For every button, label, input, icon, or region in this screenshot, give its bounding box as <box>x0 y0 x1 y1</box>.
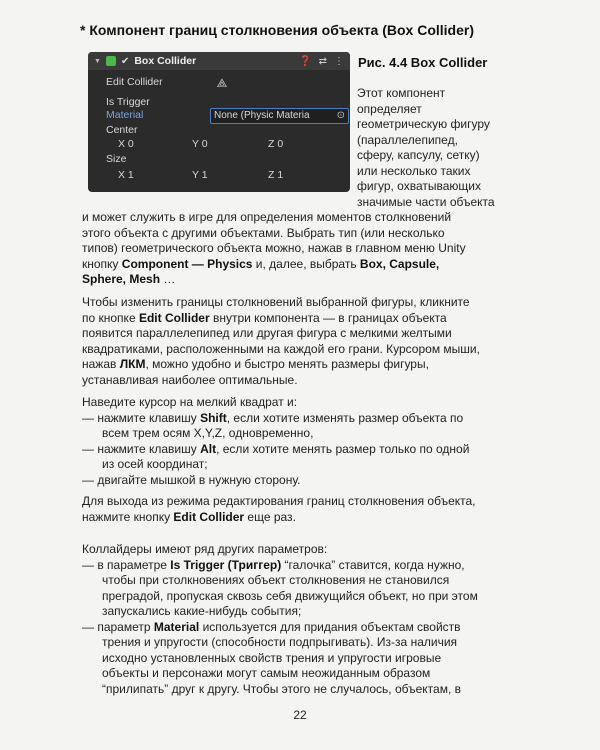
text-line: устанавливая наиболее оптимальные. <box>82 372 298 387</box>
paragraph-2 <box>82 295 522 388</box>
text-line: Коллайдеры имеют ряд других параметров: <box>82 542 328 556</box>
text-line: и может служить в игре для определения моментов столкновений <box>82 210 452 224</box>
text-line: Для выхода из режима редактирования границ столкновения объекта, <box>82 494 476 508</box>
text-line: чтобы при столкновениях объект столкновения не становился <box>102 573 450 587</box>
settings-icon[interactable]: ⇄ <box>318 55 327 67</box>
list-item: — двигайте мышкой в нужную сторону. <box>82 472 301 487</box>
side-line: геометрическую фигуру <box>357 117 490 131</box>
side-line: сферу, капсулу, сетку) <box>357 148 480 162</box>
inspector-header[interactable] <box>88 52 350 70</box>
text-line: появится параллелепипед или другая фигура с мелкими желтыми <box>82 326 452 340</box>
paragraph-1 <box>82 210 522 288</box>
figure-side-text <box>357 86 507 210</box>
side-line: Этот компонент <box>357 86 446 100</box>
list-item: — нажмите клавишу Alt, если хотите менять размер только по одной <box>82 441 470 456</box>
is-trigger-label: Is Trigger <box>106 96 150 108</box>
foldout-arrow-icon[interactable]: ▼ <box>94 57 101 65</box>
text-line: типов) геометрического объекта можно, нажав в главном меню Unity <box>82 241 466 255</box>
center-x-field[interactable]: X 0 <box>118 138 134 150</box>
text-line: объекты и персонажи могут самым неожиданным образом <box>102 666 431 680</box>
figure-caption: Рис. 4.4 Box Collider <box>358 55 488 70</box>
paragraph-4 <box>82 494 522 525</box>
text-line: запускались какие-нибудь события; <box>102 604 302 618</box>
text-line: Чтобы изменить границы столкновений выбранной фигуры, кликните <box>82 295 470 309</box>
object-picker-icon[interactable]: ⊙ <box>336 110 345 121</box>
page-number: 22 <box>293 708 307 722</box>
text-line: квадратиками, расположенными на каждой его грани. Курсором мыши, <box>82 341 480 356</box>
side-line: значимые части объекта <box>357 194 495 209</box>
list-item: — в параметре Is Trigger (Триггер) “галочка” ставится, когда нужно, <box>82 557 465 572</box>
text-line: нажмите кнопку Edit Collider еще раз. <box>82 509 296 524</box>
help-icon[interactable]: ❓ <box>299 55 312 67</box>
enabled-checkbox-icon[interactable]: ✔ <box>120 55 130 67</box>
text-line: кнопку Component — Physics и, далее, выбрать Box, Capsule, <box>82 256 440 271</box>
list-item: — нажмите клавишу Shift, если хотите изменять размер объекта по <box>82 410 464 425</box>
side-line: определяет <box>357 101 422 116</box>
paragraph-3 <box>82 395 522 488</box>
size-label: Size <box>106 153 127 165</box>
text-line: по кнопке Edit Collider внутри компонента — в границах объекта <box>82 310 447 325</box>
side-line: (параллелепипед, <box>357 132 458 147</box>
center-z-field[interactable]: Z 0 <box>268 138 284 150</box>
side-line: фигур, охватывающих <box>357 179 481 193</box>
size-x-field[interactable]: X 1 <box>118 169 134 181</box>
section-heading: * Компонент границ столкновения объекта (Box Collider) <box>80 22 475 38</box>
component-title: Box Collider <box>134 55 197 67</box>
text-line: “прилипать” друг к другу. Чтобы этого не случалось, объектам, в <box>102 681 461 696</box>
center-y-field[interactable]: Y 0 <box>192 138 208 150</box>
list-item: — параметр Material используется для придания объектам свойств <box>82 619 461 634</box>
text-line: преградой, пропуская сквозь себя движущийся объект, но при этом <box>102 588 478 603</box>
size-y-field[interactable]: Y 1 <box>192 169 208 181</box>
text-line: Sphere, Mesh … <box>82 272 176 286</box>
box-collider-icon <box>106 56 116 66</box>
paragraph-5 <box>82 542 522 697</box>
text-line: исходно установленных свойств трения и упругости игровые <box>102 650 442 665</box>
text-line: нажав ЛКМ, можно удобно и быстро менять размеры фигуры, <box>82 357 429 371</box>
text-line: этого объекта с другими объектами. Выбрать тип (или несколько <box>82 225 445 240</box>
text-line: трения и упругости (способности подпрыгивать). Из-за наличия <box>102 635 458 649</box>
edit-collider-label: Edit Collider <box>106 76 163 88</box>
material-value: None (Physic Materia <box>214 110 310 121</box>
side-line: или несколько таких <box>357 163 471 178</box>
material-field[interactable] <box>210 108 349 124</box>
box-collider-inspector <box>88 52 350 192</box>
text-line: из осей координат; <box>102 457 208 471</box>
edit-collider-icon[interactable]: ⟁ <box>216 76 228 90</box>
text-line: Наведите курсор на мелкий квадрат и: <box>82 395 298 409</box>
material-label: Material <box>106 109 144 121</box>
size-z-field[interactable]: Z 1 <box>268 169 284 181</box>
text-line: всем трем осям X,Y,Z, одновременно, <box>102 426 314 440</box>
center-label: Center <box>106 124 138 136</box>
more-icon[interactable]: ⋮ <box>334 55 344 67</box>
